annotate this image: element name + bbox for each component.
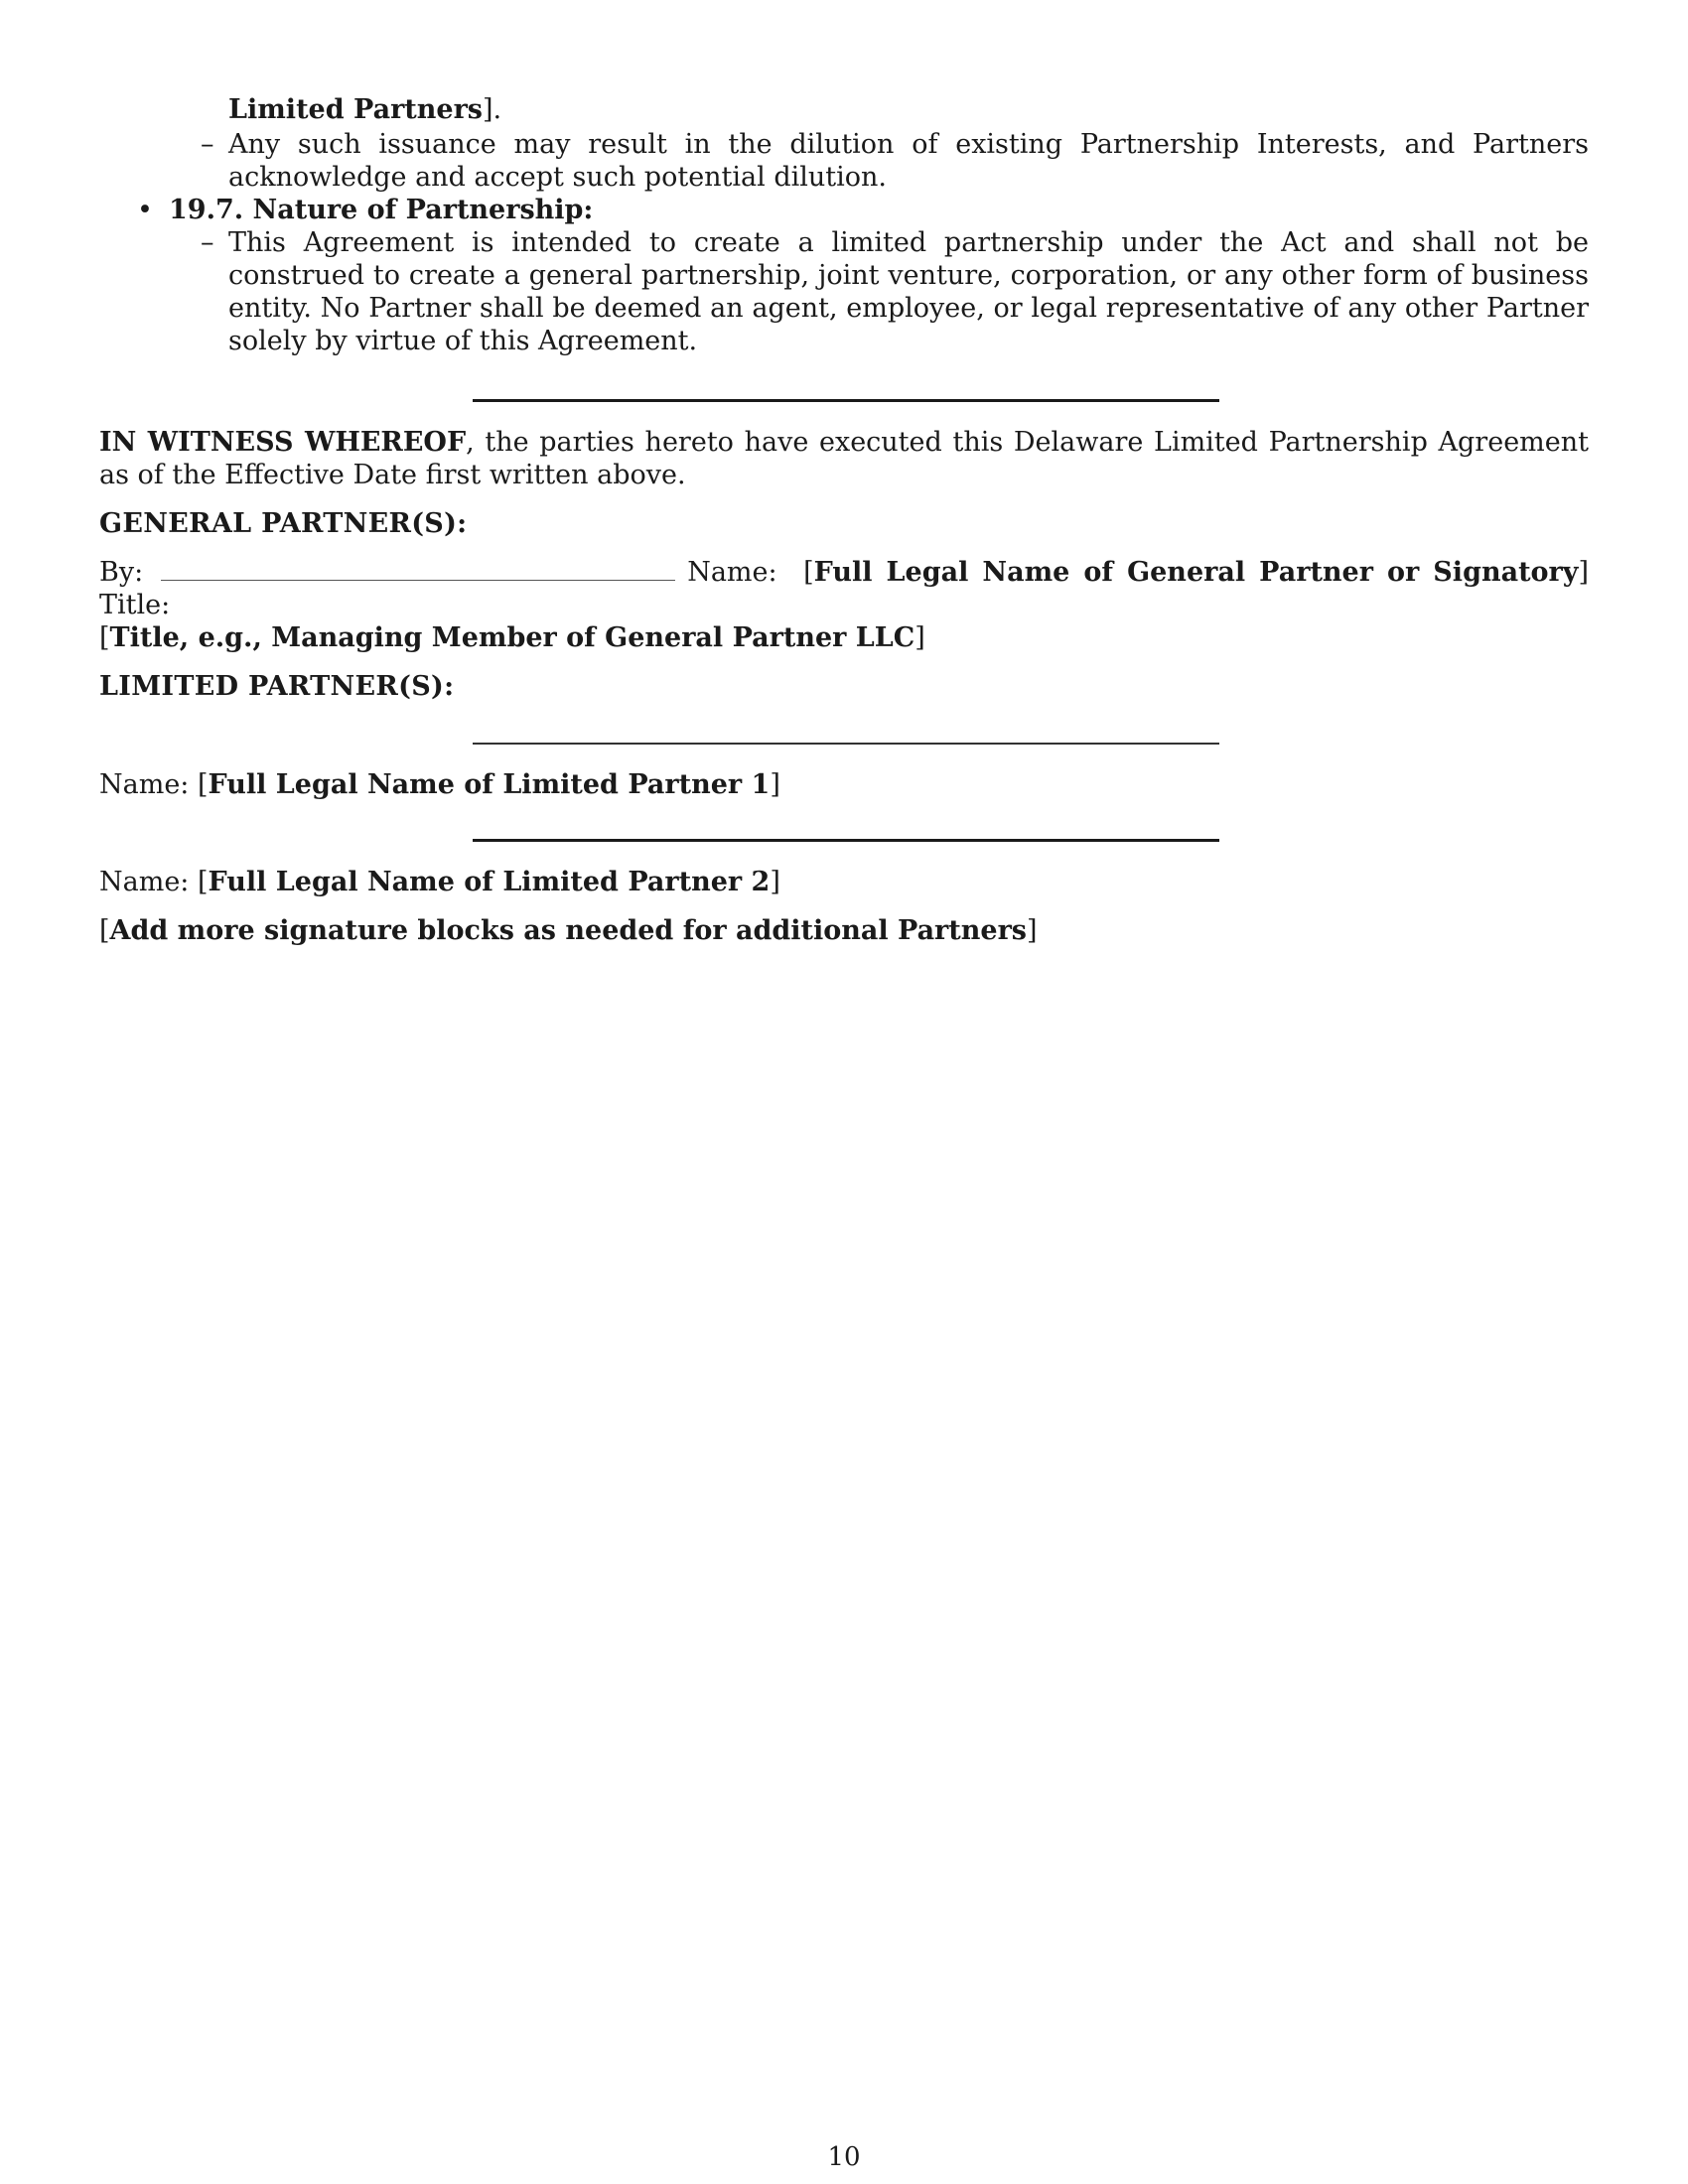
- nature-of-partnership-text: This Agreement is intended to create a limited partnership under the Act and shall not be construed to create a general partnership, joint venture, corporation, or any other form of business entity. No Partner shall be deemed an agent, employee, or legal representative of any other Partner solely by virtue of this Agreement.: [228, 227, 1589, 356]
- general-partners-heading: GENERAL PARTNER(S):: [99, 508, 468, 539]
- dilution-clause: [99, 128, 1589, 194]
- bracket-close: ]: [1027, 915, 1038, 946]
- name-label: Name:: [99, 769, 190, 800]
- section-19-6-continuation: [228, 93, 1589, 126]
- general-partner-name: Full Legal Name of General Partner or Signatory: [813, 557, 1579, 588]
- general-partner-title: Title, e.g., Managing Member of General Partner LLC: [109, 622, 915, 653]
- name-label: Name:: [99, 867, 190, 897]
- title-label: Title:: [99, 590, 171, 620]
- section-19-7: [99, 194, 1589, 226]
- bracket-close: ]: [914, 622, 925, 653]
- bracket-close: ]: [770, 769, 780, 800]
- general-partner-signature-block: [99, 556, 1589, 654]
- dilution-text: Any such issuance may result in the dilution of existing Partnership Interests, and Partners acknowledge and accept such potential dilution.: [228, 129, 1589, 193]
- witness-paragraph: [99, 426, 1589, 491]
- bracket-close: ]: [770, 867, 780, 897]
- page-number: 10: [827, 2142, 861, 2172]
- limited-partner-2-name-line: [99, 866, 1589, 898]
- section-19-7-heading: 19.7. Nature of Partnership:: [169, 195, 594, 225]
- continuation-bold-text: Limited Partners: [228, 94, 483, 125]
- additional-signature-text: Add more signature blocks as needed for additional Partners: [109, 915, 1027, 946]
- continuation-tail: ].: [483, 94, 502, 125]
- limited-partners-heading: LIMITED PARTNER(S):: [99, 671, 455, 702]
- bullet-marker: •: [137, 195, 153, 225]
- bracket-open: [: [803, 557, 814, 588]
- witness-lead: IN WITNESS WHEREOF: [99, 427, 467, 458]
- dash-marker: –: [201, 129, 214, 160]
- bracket-open: [: [99, 915, 110, 946]
- by-label: By:: [99, 557, 144, 588]
- bracket-open: [: [198, 867, 209, 897]
- bracket-open: [: [99, 622, 110, 653]
- limited-partner-1-name-line: [99, 768, 1589, 801]
- dash-marker: –: [201, 227, 214, 258]
- witness-text: , the parties hereto have executed this Delaware Limited Partnership Agreement as of the Effective Date first written above.: [99, 427, 1589, 490]
- document-page: [99, 95, 1589, 947]
- name-label: Name:: [687, 557, 777, 588]
- bracket-close: ]: [1578, 557, 1590, 588]
- bracket-open: [: [198, 769, 209, 800]
- nature-of-partnership-clause: [99, 226, 1589, 357]
- general-partner-signature-line[interactable]: [161, 558, 675, 581]
- additional-signature-note: [99, 914, 1589, 947]
- limited-partner-1-name: Full Legal Name of Limited Partner 1: [208, 769, 771, 800]
- limited-partner-2-name: Full Legal Name of Limited Partner 2: [208, 867, 771, 897]
